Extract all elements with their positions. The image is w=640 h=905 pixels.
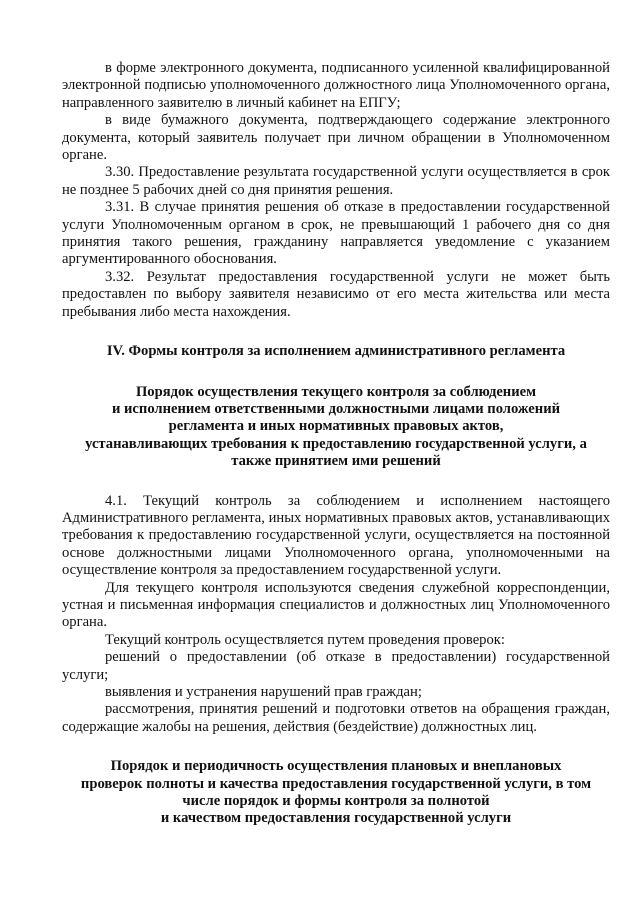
subsection-title-line: и качеством предоставления государственной услуги [160, 810, 512, 827]
paragraph-checks-intro: Текущий контроль осуществляется путем проведения проверок: [105, 631, 505, 648]
subsection-title-line: устанавливающих требования к предоставлению государственной услуги, а [85, 435, 587, 452]
document-page [62, 60, 610, 828]
paragraph-3-32: 3.32. Результат предоставления государственной услуги не может быть предоставлен по выбору заявителя независимо от его места жительства или места пребывания либо места нахождения. [62, 268, 610, 320]
subsection-title-line: Порядок осуществления текущего контроля за соблюдением [135, 383, 537, 400]
paragraph-paper-document: в виде бумажного документа, подтверждающего содержание электронного документа, который заявитель получает при личном обращении в Уполномоченном органе. [62, 112, 610, 164]
paragraph-check-complaints: рассмотрения, принятия решений и подготовки ответов на обращения граждан, содержащие жалобы на решения, действия (бездействие) должностных лиц. [62, 701, 610, 735]
subsection-title-line: числе порядок и формы контроля за полнотой [182, 793, 490, 810]
subsection-title-current-control [62, 384, 610, 471]
subsection-title-line: также принятием ими решений [231, 453, 441, 470]
subsection-title-line: проверок полноты и качества предоставления государственной услуги, в том [80, 775, 592, 792]
paragraph-check-violations: выявления и устранения нарушений прав граждан; [105, 684, 422, 700]
paragraph-3-30: 3.30. Предоставление результата государственной услуги осуществляется в срок не позднее 5 рабочих дней со дня принятия решения. [62, 164, 610, 198]
subsection-title-line: Порядок и периодичность осуществления плановых и внеплановых [110, 758, 562, 775]
subsection-title-line: и исполнением ответственными должностными лицами положений [111, 400, 561, 417]
paragraph-check-decisions: решений о предоставлении (об отказе в предоставлении) государственной услуги; [62, 649, 610, 683]
paragraph-4-1: 4.1. Текущий контроль за соблюдением и исполнением настоящего Административного регламента, иных нормативных правовых актов, устанавливающих требования к предоставлению государственной услуги, осуществляется на постоянной основе должностными лицами Уполномоченного органа, уполномоченными на осуществление контроля за предоставлением государственной услуги. [62, 492, 610, 579]
paragraph-sources: Для текущего контроля используются сведения служебной корреспонденции, устная и письменная информация специалистов и должностных лиц Уполномоченного органа. [62, 579, 610, 631]
subsection-title-line: регламента и иных нормативных правовых актов, [168, 418, 504, 435]
section-title-iv: IV. Формы контроля за исполнением административного регламента [106, 343, 566, 360]
paragraph-electronic-document: в форме электронного документа, подписанного усиленной квалифицированной электронной подписью уполномоченного должностного лица Уполномоченного органа, направленного заявителю в личный кабинет на ЕПГУ; [62, 60, 610, 111]
subsection-title-planned-checks [62, 758, 610, 828]
paragraph-3-31: 3.31. В случае принятия решения об отказе в предоставлении государственной услуги Уполномоченным органом в срок, не превышающий 1 рабочего дня со дня принятия такого решения, гражданину направляется уведомление с указанием аргументированного обоснования. [62, 199, 610, 268]
